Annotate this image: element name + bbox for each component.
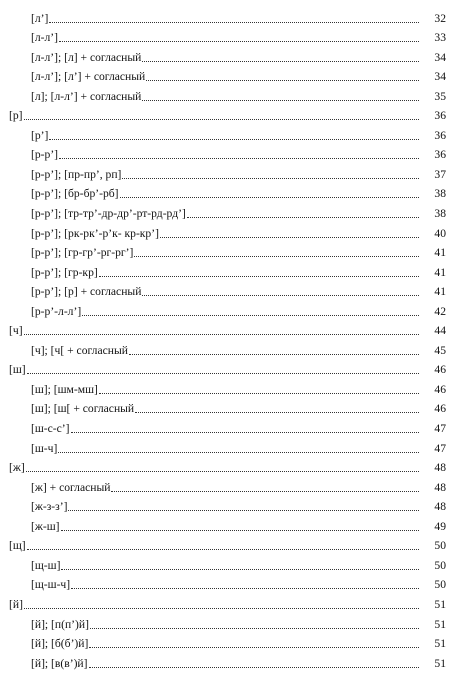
toc-page-number: 33 [434, 31, 446, 45]
dot-leader [90, 628, 419, 629]
toc-entry-label: [р] [9, 109, 23, 123]
toc-page-number: 51 [434, 597, 446, 611]
toc-page-number: 46 [434, 402, 446, 416]
dot-leader [160, 237, 419, 238]
toc-entry-label: [ж] + согласный [31, 480, 111, 494]
toc-page-number: 46 [434, 382, 446, 396]
dot-leader [99, 393, 419, 394]
toc-entry-row[interactable] [0, 280, 454, 300]
toc-entry-label: [ч] [9, 324, 23, 338]
toc-entry-row[interactable] [0, 182, 454, 202]
toc-page-number: 47 [434, 441, 446, 455]
dot-leader [142, 100, 419, 101]
toc-entry-row[interactable] [0, 299, 454, 319]
toc-section-row[interactable] [0, 358, 454, 378]
toc-page-number: 44 [434, 324, 446, 338]
toc-page-number: 36 [434, 148, 446, 162]
toc-page-number: 32 [434, 11, 446, 25]
toc-entry-label: [ж] [9, 461, 25, 475]
toc-entry-row[interactable] [0, 377, 454, 397]
toc-page-number: 35 [434, 89, 446, 103]
toc-section-row[interactable] [0, 534, 454, 554]
dot-leader [58, 452, 419, 453]
toc-entry-row[interactable] [0, 260, 454, 280]
toc-entry-label: [щ] [9, 539, 26, 553]
dot-leader [61, 530, 419, 531]
dot-leader [99, 276, 419, 277]
toc-entry-label: [л’] [31, 11, 49, 25]
toc-page-number: 46 [434, 363, 446, 377]
toc-page-number: 37 [434, 167, 446, 181]
toc-page-number: 50 [434, 539, 446, 553]
dot-leader [71, 432, 419, 433]
toc-entry-label: [ч]; [ч[ + согласный [31, 343, 128, 357]
toc-entry-row[interactable] [0, 123, 454, 143]
toc-page-number: 48 [434, 500, 446, 514]
dot-leader [187, 217, 419, 218]
toc-entry-label: [р-р’-л-л’] [31, 304, 82, 318]
toc-entry-label: [р-р’]; [рк-рк’-р’к- кр-кр’] [31, 226, 159, 240]
toc-entry-label: [ж-з-з’] [31, 500, 68, 514]
toc-entry-row[interactable] [0, 6, 454, 26]
toc-entry-row[interactable] [0, 143, 454, 163]
toc-page-number: 41 [434, 246, 446, 260]
toc-entry-label: [л]; [л-л’] + согласный [31, 89, 142, 103]
toc-entry-label: [й]; [в(в’)й] [31, 656, 88, 670]
dot-leader [61, 569, 419, 570]
toc-page-number: 51 [434, 637, 446, 651]
toc-page-number: 38 [434, 187, 446, 201]
toc-entry-row[interactable] [0, 553, 454, 573]
toc-entry-label: [ж-ш] [31, 519, 60, 533]
toc-page-number: 42 [434, 304, 446, 318]
dot-leader [71, 588, 419, 589]
toc-entry-row[interactable] [0, 397, 454, 417]
toc-entry-row[interactable] [0, 612, 454, 632]
toc-page-number: 40 [434, 226, 446, 240]
toc-entry-label: [ш] [9, 363, 26, 377]
toc-entry-label: [й]; [п(п’)й] [31, 617, 89, 631]
toc-section-row[interactable] [0, 319, 454, 339]
dot-leader [59, 41, 419, 42]
toc-entry-row[interactable] [0, 338, 454, 358]
toc-page-number: 34 [434, 70, 446, 84]
dot-leader [142, 61, 419, 62]
toc-entry-label: [л-л’]; [л’] + согласный [31, 70, 146, 84]
toc-entry-label: [л-л’] [31, 31, 59, 45]
toc-page-number: 45 [434, 343, 446, 357]
toc-entry-label: [щ-ш-ч] [31, 578, 71, 592]
toc-page-number: 41 [434, 265, 446, 279]
toc-entry-row[interactable] [0, 65, 454, 85]
toc-entry-label: [щ-ш] [31, 558, 61, 572]
toc-entry-row[interactable] [0, 475, 454, 495]
toc-entry-row[interactable] [0, 84, 454, 104]
dot-leader [27, 373, 419, 374]
dot-leader [24, 334, 419, 335]
table-of-contents [0, 6, 454, 671]
toc-entry-row[interactable] [0, 495, 454, 515]
toc-entry-row[interactable] [0, 573, 454, 593]
toc-entry-label: [ш]; [ш[ + согласный [31, 402, 135, 416]
dot-leader [82, 315, 419, 316]
dot-leader [24, 119, 419, 120]
dot-leader [129, 354, 419, 355]
dot-leader [49, 22, 419, 23]
toc-page-number: 51 [434, 656, 446, 670]
toc-entry-label: [ш]; [шм-мш] [31, 382, 98, 396]
toc-page-number: 48 [434, 461, 446, 475]
toc-page-number: 50 [434, 558, 446, 572]
toc-entry-label: [л-л’]; [л] + согласный [31, 50, 142, 64]
toc-entry-label: [ш-с-с’] [31, 422, 70, 436]
dot-leader [24, 608, 419, 609]
dot-leader [135, 412, 419, 413]
toc-entry-label: [р-р’]; [гр-кр] [31, 265, 98, 279]
toc-entry-label: [й]; [б(б’)й] [31, 637, 89, 651]
dot-leader [142, 295, 419, 296]
toc-entry-row[interactable] [0, 632, 454, 652]
toc-page-number: 48 [434, 480, 446, 494]
toc-entry-label: [ш-ч] [31, 441, 58, 455]
dot-leader [49, 139, 419, 140]
toc-page-number: 41 [434, 285, 446, 299]
dot-leader [27, 549, 419, 550]
dot-leader [134, 256, 419, 257]
toc-entry-label: [р-р’] [31, 148, 59, 162]
dot-leader [89, 647, 419, 648]
toc-entry-row[interactable] [0, 416, 454, 436]
dot-leader [122, 178, 419, 179]
dot-leader [120, 197, 419, 198]
toc-page-number: 36 [434, 109, 446, 123]
toc-entry-label: [р-р’]; [гр-гр’-рг-рг’] [31, 246, 134, 260]
toc-entry-label: [р-р’]; [бр-бр’-рб] [31, 187, 119, 201]
dot-leader [59, 158, 419, 159]
toc-entry-row[interactable] [0, 651, 454, 671]
dot-leader [68, 510, 419, 511]
toc-entry-row[interactable] [0, 26, 454, 46]
toc-entry-row[interactable] [0, 45, 454, 65]
toc-page-number: 34 [434, 50, 446, 64]
toc-section-row[interactable] [0, 592, 454, 612]
toc-page-number: 50 [434, 578, 446, 592]
toc-entry-label: [й] [9, 597, 23, 611]
dot-leader [146, 80, 419, 81]
toc-section-row[interactable] [0, 456, 454, 476]
toc-page-number: 38 [434, 207, 446, 221]
toc-entry-row[interactable] [0, 221, 454, 241]
toc-entry-row[interactable] [0, 436, 454, 456]
dot-leader [26, 471, 419, 472]
toc-entry-label: [р-р’]; [тр-тр’-др-др’-рт-рд-рд’] [31, 207, 186, 221]
toc-entry-row[interactable] [0, 241, 454, 261]
toc-section-row[interactable] [0, 104, 454, 124]
toc-page-number: 47 [434, 422, 446, 436]
toc-page-number: 49 [434, 519, 446, 533]
toc-entry-row[interactable] [0, 162, 454, 182]
toc-entry-label: [р-р’]; [пр-пр’, рп] [31, 167, 122, 181]
dot-leader [89, 667, 419, 668]
toc-entry-row[interactable] [0, 514, 454, 534]
toc-page-number: 36 [434, 128, 446, 142]
toc-entry-label: [р’] [31, 128, 49, 142]
toc-entry-label: [р-р’]; [р] + согласный [31, 285, 142, 299]
toc-page-number: 51 [434, 617, 446, 631]
toc-entry-row[interactable] [0, 201, 454, 221]
dot-leader [111, 491, 419, 492]
